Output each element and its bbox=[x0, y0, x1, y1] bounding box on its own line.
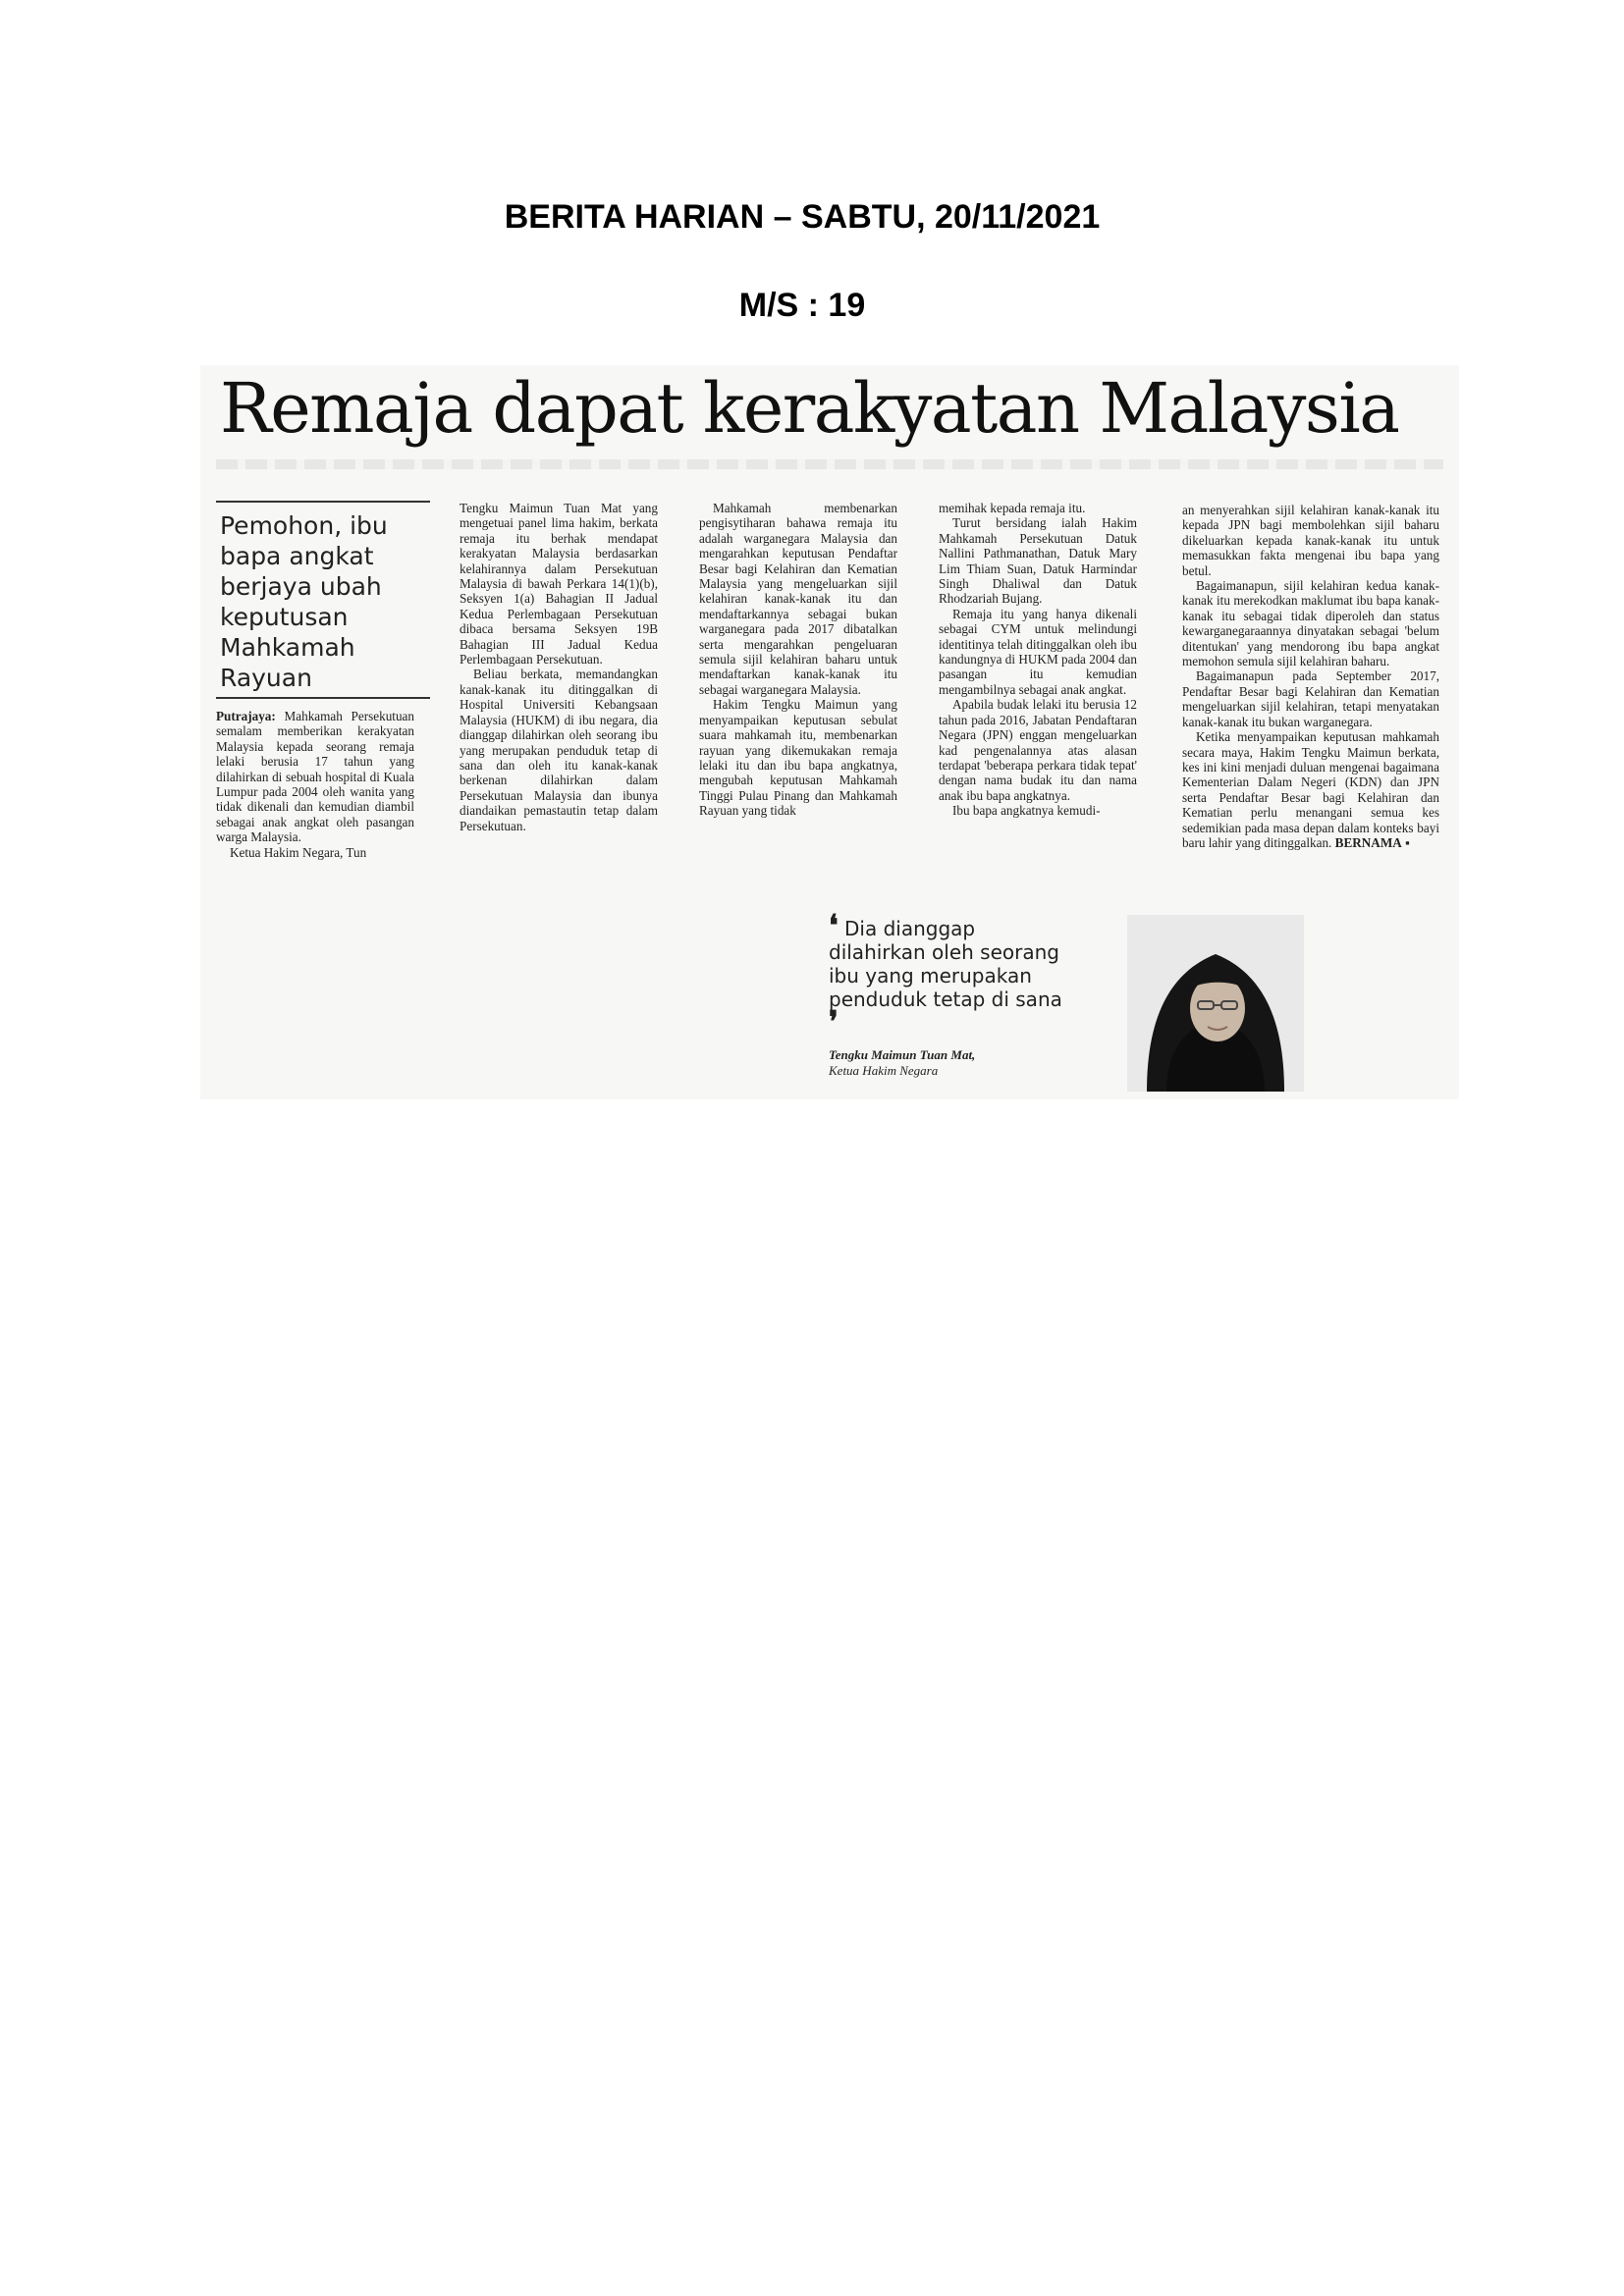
caption-name: Tengku Maimun Tuan Mat, bbox=[829, 1047, 976, 1062]
paragraph: Ibu bapa angkatnya kemudi- bbox=[952, 803, 1101, 819]
close-quote-icon: ❜ bbox=[829, 1005, 839, 1040]
paragraph: Remaja itu yang hanya dikenali sebagai CYM untuk melindungi identitinya telah ditinggalkan oleh ibu kandungnya di HUKM pada 2004 dan pasangan itu kemudian mengambilnya sebagai anak angkat. bbox=[939, 606, 1137, 697]
pull-quote bbox=[829, 909, 1074, 1040]
newspaper-clipping bbox=[200, 365, 1459, 1099]
paragraph: Putrajaya: Mahkamah Persekutuan semalam memberikan kerakyatan Malaysia kepada seorang remaja lelaki berusia 17 tahun yang dilahirkan di sebuah hospital di Kuala Lumpur pada 2004 oleh wanita yang tidak dikenali dan kemudian diambil sebagai anak angkat oleh pasangan warga Malaysia. bbox=[216, 709, 415, 845]
pull-quote-box bbox=[829, 909, 1172, 1092]
paragraph: Ketika menyampaikan keputusan mahkamah secara maya, Hakim Tengku Maimun berkata, kes ini kini menjadi duluan mengenai bagaimana Kementerian Dalam Negeri (KDN) dan JPN serta Pendaftar Besar bagi Kelahiran dan Kematian perlu menangani semua kes sedemikian pada masa depan dalam konteks bayi baru lahir yang ditinggalkan. BERNAMA ▪ bbox=[1182, 729, 1439, 850]
paragraph: memihak kepada remaja itu. bbox=[939, 501, 1086, 515]
column-3 bbox=[699, 501, 897, 819]
photo-caption bbox=[829, 1047, 975, 1079]
bleed-through-line bbox=[216, 459, 1443, 469]
paragraph: Bagaimanapun pada September 2017, Pendaftar Besar bagi Kelahiran dan Kematian mengeluarkan sijil kelahiran, tetapi menyatakan kanak-kanak itu bukan warganegara. bbox=[1182, 668, 1439, 729]
column-2 bbox=[460, 501, 658, 833]
paragraph: Mahkamah membenarkan pengisytiharan bahawa remaja itu adalah warganegara Malaysia dan mengarahkan keputusan Pendaftar Besar bagi Kelahiran dan Kematian Malaysia yang mengeluarkan sijil kelahiran kanak-kanak itu dan mendaftarkannya sebagai bukan warganegara pada 2017 dibatalkan serta mengarahkan pengeluaran semula sijil kelahiran baharu untuk mendaftarkan kanak-kanak itu sebagai warganegara Malaysia. bbox=[699, 501, 897, 697]
paragraph: Bagaimanapun, sijil kelahiran kedua kanak-kanak itu merekodkan maklumat ibu bapa kanak-kanak itu sebagai tidak diperoleh dan status kewarganegaraannya dinyatakan sebagai 'belum ditentukan' yang mendorong ibu bapa angkat memohon semula sijil kelahiran baharu. bbox=[1182, 578, 1439, 669]
paragraph: an menyerahkan sijil kelahiran kanak-kanak itu kepada JPN bagi membolehkan sijil baharu dikeluarkan kepada kanak-kanak itu untuk memasukkan fakta mengenai ibu bapa yang betul. bbox=[1182, 503, 1439, 578]
paragraph: Turut bersidang ialah Hakim Mahkamah Persekutuan Datuk Nallini Pathmanathan, Datuk Mary Lim Thiam Suan, Datuk Harmindar Singh Dhaliwal dan Datuk Rhodzariah Bujang. bbox=[939, 515, 1137, 607]
paragraph: Beliau berkata, memandangkan kanak-kanak itu ditinggalkan di Hospital Universiti Kebangsaan Malaysia (HUKM) di ibu negara, dia dianggap dilahirkan oleh seorang ibu yang merupakan penduduk tetap di sana dan oleh itu kanak-kanak berkenan dilahirkan dalam Persekutuan Malaysia dan ibunya diandaikan pemastautin tetap dalam Persekutuan. bbox=[460, 667, 658, 833]
pull-quote-text: Dia dianggap dilahirkan oleh seorang ibu yang merupakan penduduk tetap di sana bbox=[829, 917, 1062, 1011]
column-4 bbox=[939, 501, 1137, 819]
paragraph: Tengku Maimun Tuan Mat yang mengetuai panel lima hakim, berkata remaja itu berhak mendapat kerakyatan Malaysia berdasarkan kelahirannya dalam Persekutuan Malaysia di bawah Perkara 14(1)(b), Seksyen 1(a) Bahagian II Jadual Kedua Perlembagaan Persekutuan dibaca bersama Seksyen 19B Bahagian III Jadual Kedua Perlembagaan Persekutuan. bbox=[460, 501, 658, 667]
paragraph: Apabila budak lelaki itu berusia 12 tahun pada 2016, Jabatan Pendaftaran Negara (JPN) enggan mengeluarkan kad pengenalannya atas alasan terdapat 'beberapa perkara tidak tepat' dengan nama budak itu dan nama anak ibu bapa angkatnya. bbox=[939, 697, 1137, 803]
article-headline: Remaja dapat kerakyatan Malaysia bbox=[220, 368, 1399, 449]
paragraph: Ketua Hakim Negara, Tun bbox=[230, 844, 367, 860]
publication-header: BERITA HARIAN – SABTU, 20/11/2021 bbox=[504, 198, 1101, 236]
portrait-photo bbox=[1127, 915, 1304, 1092]
column-5 bbox=[1182, 503, 1439, 850]
page-number: M/S : 19 bbox=[738, 287, 866, 324]
caption-title: Ketua Hakim Negara bbox=[829, 1063, 939, 1078]
byline: BERNAMA bbox=[1334, 834, 1402, 850]
deck-top-rule bbox=[216, 501, 430, 503]
open-quote-icon: ❛ bbox=[829, 909, 839, 943]
paragraph: Hakim Tengku Maimun yang menyampaikan keputusan sebulat suara mahkamah itu, membenarkan rayuan yang dikemukakan remaja lelaki itu dan ibu bapa angkatnya, mengubah keputusan Mahkamah Tinggi Pulau Pinang dan Mahkamah Rayuan yang tidak bbox=[699, 697, 897, 819]
article-deck: Pemohon, ibu bapa angkat berjaya ubah keputusan Mahkamah Rayuan bbox=[220, 511, 388, 692]
column-1 bbox=[216, 709, 414, 860]
dateline: Putrajaya: bbox=[216, 709, 276, 723]
deck-bottom-rule bbox=[216, 697, 430, 699]
